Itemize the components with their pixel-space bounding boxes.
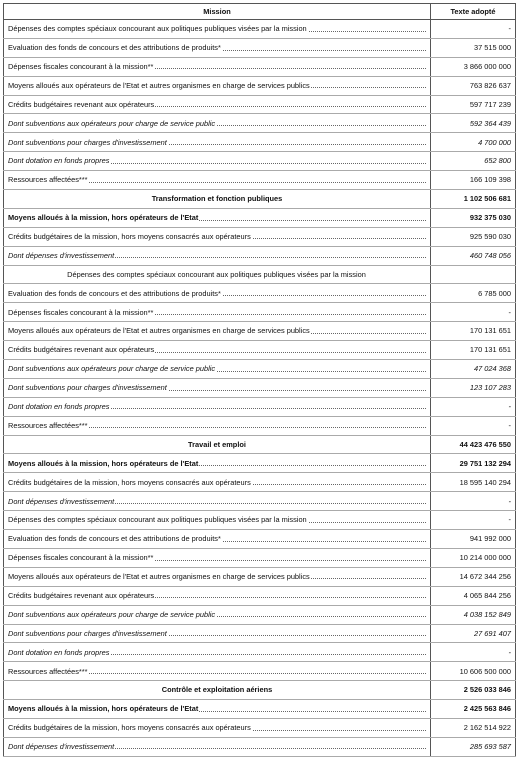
row-value: 592 364 439 [431, 114, 516, 133]
row-label: Evaluation des fonds de concours et des attributions de produits* [8, 43, 221, 53]
mission-title: Transformation et fonction publiques [151, 194, 283, 204]
row-value: - [431, 643, 516, 662]
table-row [4, 152, 516, 171]
row-label: Crédits budgétaires de la mission, hors moyens consacrés aux opérateurs [8, 723, 251, 733]
table-row [4, 284, 516, 303]
row-label-cell [4, 246, 431, 265]
row-value: 170 131 651 [431, 322, 516, 341]
row-label-cell [4, 378, 431, 397]
row-label: Dépenses fiscales concourant à la mission** [8, 307, 154, 317]
row-label-cell [4, 454, 431, 473]
row-label-cell [4, 322, 431, 341]
row-value: 18 595 140 294 [431, 473, 516, 492]
header-texte-adopte: Texte adopté [431, 4, 516, 20]
table-row [4, 530, 516, 549]
table-row [4, 511, 516, 530]
row-label-cell [4, 737, 431, 756]
row-value: 941 992 000 [431, 530, 516, 549]
row-label-cell [4, 681, 431, 700]
row-label: Dépenses fiscales concourant à la mission** [8, 553, 154, 563]
row-value: - [431, 416, 516, 435]
table-row [4, 265, 516, 284]
table-row [4, 416, 516, 435]
row-label-cell [4, 473, 431, 492]
table-row [4, 586, 516, 605]
row-value: - [431, 492, 516, 511]
row-label-cell [4, 152, 431, 171]
row-label: Dépenses des comptes spéciaux concourant aux politiques publiques visées par la mission [8, 24, 307, 34]
table-row [4, 397, 516, 416]
row-label-cell [4, 284, 431, 303]
row-label-cell [4, 511, 431, 530]
row-label: Crédits budgétaires revenant aux opérateurs [8, 590, 155, 600]
row-label: Crédits budgétaires revenant aux opérateurs [8, 99, 155, 109]
row-label: Dont dépenses d'investissement [8, 742, 115, 752]
row-label-cell [4, 567, 431, 586]
table-row [4, 718, 516, 737]
table-row [4, 737, 516, 756]
row-label: Crédits budgétaires revenant aux opérateurs [8, 345, 155, 355]
row-value: 123 107 283 [431, 378, 516, 397]
table-row [4, 114, 516, 133]
table-row [4, 20, 516, 39]
table-row [4, 171, 516, 190]
row-label: Crédits budgétaires de la mission, hors moyens consacrés aux opérateurs [8, 232, 251, 242]
table-row [4, 360, 516, 379]
row-label: Crédits budgétaires de la mission, hors moyens consacrés aux opérateurs [8, 477, 251, 487]
row-label: Ressources affectées*** [8, 666, 88, 676]
row-value: 460 748 056 [431, 246, 516, 265]
row-value: 10 606 500 000 [431, 662, 516, 681]
row-value: 597 717 239 [431, 95, 516, 114]
row-label: Ressources affectées*** [8, 420, 88, 430]
table-body [4, 20, 516, 757]
row-label-cell [4, 605, 431, 624]
table-row [4, 548, 516, 567]
table-row [4, 643, 516, 662]
row-label-cell [4, 548, 431, 567]
row-label-cell [4, 360, 431, 379]
table-row [4, 341, 516, 360]
table-row [4, 624, 516, 643]
row-label-cell [4, 95, 431, 114]
table-row [4, 605, 516, 624]
row-label-cell [4, 341, 431, 360]
mission-title: Travail et emploi [188, 439, 246, 449]
row-value: 652 800 [431, 152, 516, 171]
row-value: 925 590 030 [431, 227, 516, 246]
mission-title: Contrôle et exploitation aériens [161, 685, 273, 695]
row-label-cell [4, 492, 431, 511]
row-label-cell [4, 227, 431, 246]
row-label: Moyens alloués aux opérateurs de l'Etat et autres organismes en charge de services publics [8, 572, 310, 582]
table-row [4, 208, 516, 227]
row-label: Dont subventions aux opérateurs pour charge de service public [8, 364, 216, 374]
row-label-cell [4, 530, 431, 549]
table-row [4, 133, 516, 152]
budget-document [3, 3, 515, 757]
row-label: Dont dotation en fonds propres [8, 402, 110, 412]
row-label-cell [4, 416, 431, 435]
row-value: 14 672 344 256 [431, 567, 516, 586]
row-value: - [431, 303, 516, 322]
table-row [4, 57, 516, 76]
row-value: 3 866 000 000 [431, 57, 516, 76]
row-label-cell [4, 133, 431, 152]
row-label-cell [4, 643, 431, 662]
row-label: Dont subventions aux opérateurs pour charge de service public [8, 609, 216, 619]
row-value: 932 375 030 [431, 208, 516, 227]
row-label: Dont dépenses d'investissement [8, 250, 115, 260]
row-value: 1 102 506 681 [431, 190, 516, 209]
row-value: 27 691 407 [431, 624, 516, 643]
row-label-cell [4, 190, 431, 209]
header-mission: Mission [4, 4, 431, 20]
row-label-cell [4, 397, 431, 416]
table-row [4, 492, 516, 511]
row-label-cell [4, 114, 431, 133]
row-label-cell [4, 435, 431, 454]
row-label: Dépenses fiscales concourant à la mission** [8, 62, 154, 72]
row-value: 37 515 000 [431, 38, 516, 57]
row-label-cell [4, 586, 431, 605]
row-value: 6 785 000 [431, 284, 516, 303]
row-value: 166 109 398 [431, 171, 516, 190]
row-label: Evaluation des fonds de concours et des attributions de produits* [8, 534, 221, 544]
row-label-cell [4, 76, 431, 95]
row-label-cell [4, 662, 431, 681]
row-value: 47 024 368 [431, 360, 516, 379]
table-row [4, 303, 516, 322]
row-value: 4 700 000 [431, 133, 516, 152]
row-label-cell [4, 700, 431, 719]
mission-section-row [4, 681, 516, 700]
row-label: Dont dotation en fonds propres [8, 647, 110, 657]
row-label: Dont subventions pour charges d'investissement [8, 628, 167, 638]
row-value: 29 751 132 294 [431, 454, 516, 473]
mission-section-row [4, 435, 516, 454]
row-label: Dont subventions aux opérateurs pour charge de service public [8, 118, 216, 128]
row-label: Dépenses des comptes spéciaux concourant aux politiques publiques visées par la mission [67, 269, 366, 279]
row-value: 2 526 033 846 [431, 681, 516, 700]
row-value: - [431, 20, 516, 39]
row-value: 4 065 844 256 [431, 586, 516, 605]
table-row [4, 700, 516, 719]
row-label: Evaluation des fonds de concours et des attributions de produits* [8, 288, 221, 298]
row-value: 4 038 152 849 [431, 605, 516, 624]
table-row [4, 246, 516, 265]
row-label: Moyens alloués aux opérateurs de l'Etat et autres organismes en charge de services publics [8, 326, 310, 336]
table-row [4, 662, 516, 681]
table-row [4, 378, 516, 397]
row-value [431, 265, 516, 284]
row-label-cell [4, 265, 431, 284]
row-value: 2 425 563 846 [431, 700, 516, 719]
table-row [4, 76, 516, 95]
row-label: Dont dépenses d'investissement [8, 496, 115, 506]
table-row [4, 454, 516, 473]
row-value: 285 693 587 [431, 737, 516, 756]
mission-section-row [4, 190, 516, 209]
row-value: - [431, 397, 516, 416]
row-label: Dont subventions pour charges d'investissement [8, 137, 167, 147]
table-header-row [4, 4, 516, 20]
table-row [4, 473, 516, 492]
row-label-cell [4, 303, 431, 322]
table-row [4, 567, 516, 586]
row-label: Moyens alloués à la mission, hors opérateurs de l'Etat [8, 704, 199, 714]
row-label-cell [4, 624, 431, 643]
row-label-cell [4, 20, 431, 39]
budget-table [3, 3, 516, 757]
row-label: Moyens alloués à la mission, hors opérateurs de l'Etat [8, 213, 199, 223]
table-row [4, 95, 516, 114]
row-label: Dont dotation en fonds propres [8, 156, 110, 166]
row-label-cell [4, 718, 431, 737]
row-label: Dont subventions pour charges d'investissement [8, 383, 167, 393]
row-label-cell [4, 171, 431, 190]
row-label: Ressources affectées*** [8, 175, 88, 185]
row-label-cell [4, 38, 431, 57]
row-value: 763 826 637 [431, 76, 516, 95]
table-row [4, 38, 516, 57]
table-row [4, 322, 516, 341]
table-row [4, 227, 516, 246]
row-value: 10 214 000 000 [431, 548, 516, 567]
row-label: Dépenses des comptes spéciaux concourant aux politiques publiques visées par la mission [8, 515, 307, 525]
row-label: Moyens alloués aux opérateurs de l'Etat et autres organismes en charge de services publics [8, 80, 310, 90]
row-value: 2 162 514 922 [431, 718, 516, 737]
row-label: Moyens alloués à la mission, hors opérateurs de l'Etat [8, 458, 199, 468]
row-value: - [431, 511, 516, 530]
row-value: 44 423 476 550 [431, 435, 516, 454]
row-label-cell [4, 57, 431, 76]
row-value: 170 131 651 [431, 341, 516, 360]
row-label-cell [4, 208, 431, 227]
